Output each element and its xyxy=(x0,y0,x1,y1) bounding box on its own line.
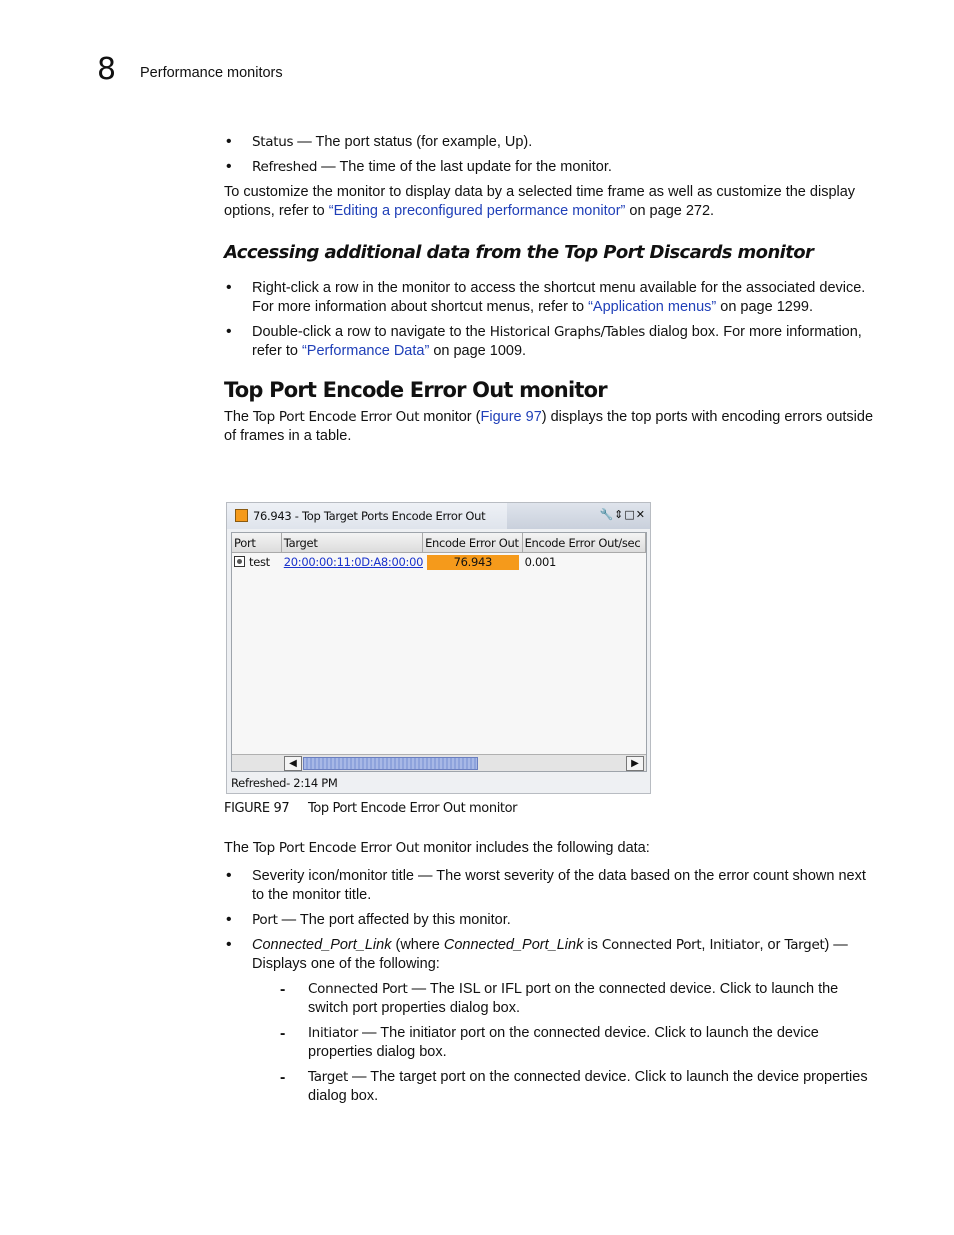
figure-label: FIGURE 97 xyxy=(224,801,290,816)
list-item: • Connected_Port_Link (where Connected_Port_Link is Connected Port, Initiator, or Target) — Displays one of the following: - Connected Port — The ISL or IFL port on the connected device. Click to launch the switch port properties dialog box. - Initiator — The initiator port on the connected device. Click to launch the device properties dialog box. - Target — The target port on the connected device. Click to launch the device properties dialog box. xyxy=(224,936,874,1106)
sub-list-item: - Initiator — The initiator port on the connected device. Click to launch the device properties dialog box. xyxy=(280,1024,874,1062)
close-icon[interactable]: ✕ xyxy=(635,508,646,521)
error-out-value: 76.943 xyxy=(427,555,519,570)
list-item: • Refreshed — The time of the last update for the monitor. xyxy=(224,158,874,177)
monitor-title-tab[interactable] xyxy=(227,503,507,529)
column-header-encode-error-out-sec[interactable]: Encode Error Out/sec xyxy=(523,533,646,552)
collapse-icon[interactable]: ⇕ xyxy=(614,508,625,521)
wrench-icon[interactable]: 🔧 xyxy=(599,508,615,521)
figure-caption-text: Top Port Encode Error Out monitor xyxy=(308,801,518,816)
list-item: • Severity icon/monitor title — The worst severity of the data based on the error count shown next to the monitor title. xyxy=(224,867,874,905)
sub-list-item: - Target — The target port on the connected device. Click to launch the device properties dialog box. xyxy=(280,1068,874,1106)
port-icon xyxy=(234,556,245,567)
includes-paragraph: The Top Port Encode Error Out monitor includes the following data: xyxy=(224,840,650,856)
monitor-screenshot xyxy=(226,502,651,794)
error-out-sec-cell: 0.001 xyxy=(524,555,557,569)
chapter-title: Performance monitors xyxy=(140,65,283,81)
monitor-titlebar xyxy=(227,503,650,529)
target-cell xyxy=(282,555,423,569)
scroll-right-arrow-icon[interactable]: ▶ xyxy=(626,756,644,771)
data-bullet-list xyxy=(224,867,874,1106)
intro-bullet-list xyxy=(224,133,874,177)
sub-list-item: - Connected Port — The ISL or IFL port on the connected device. Click to launch the switch port properties dialog box. xyxy=(280,980,874,1018)
main-content-top xyxy=(224,133,874,452)
list-item: • Status — The port status (for example, Up). xyxy=(224,133,874,152)
error-out-cell xyxy=(423,555,523,570)
editing-monitor-link[interactable]: “Editing a preconfigured performance monitor” xyxy=(328,203,626,219)
severity-icon xyxy=(235,509,248,522)
column-header-port[interactable]: Port xyxy=(232,533,282,552)
section-heading: Top Port Encode Error Out monitor xyxy=(224,378,607,402)
list-item: • Double-click a row to navigate to the Historical Graphs/Tables dialog box. For more information, refer to “Performance Data” on page 1009. xyxy=(224,323,874,361)
access-bullet-list xyxy=(224,279,874,361)
application-menus-link[interactable]: “Application menus” xyxy=(588,299,717,315)
target-link[interactable]: 20:00:00:11:0D:A8:00:00 xyxy=(283,555,424,569)
monitor-table xyxy=(231,532,647,772)
figure-97-link[interactable]: Figure 97 xyxy=(480,409,542,425)
monitor-title: 76.943 - Top Target Ports Encode Error Out xyxy=(253,509,486,523)
chapter-number: 8 xyxy=(97,52,117,87)
column-header-target[interactable]: Target xyxy=(282,533,423,552)
performance-data-link[interactable]: “Performance Data” xyxy=(301,343,430,359)
table-row[interactable] xyxy=(232,553,646,571)
sub-list xyxy=(280,980,874,1106)
horizontal-scrollbar[interactable] xyxy=(232,754,646,771)
section-paragraph: The Top Port Encode Error Out monitor (Figure 97) displays the top ports with encoding errors outside of frames in a table. xyxy=(224,409,874,444)
access-heading: Accessing additional data from the Top Port Discards monitor xyxy=(224,242,814,263)
table-header xyxy=(232,533,646,553)
column-header-encode-error-out[interactable]: Encode Error Out xyxy=(423,533,523,552)
customize-paragraph: To customize the monitor to display data by a selected time frame as well as customize the display options, refer to “Editing a preconfigured performance monitor” on page 272. xyxy=(224,184,856,219)
list-item: • Right-click a row in the monitor to access the shortcut menu available for the associated device. For more information about shortcut menus, refer to “Application menus” on page 1299. xyxy=(224,279,874,317)
port-cell: test xyxy=(232,555,282,569)
refreshed-status: Refreshed- 2:14 PM xyxy=(231,776,338,790)
figure-caption xyxy=(224,801,517,816)
scroll-thumb[interactable] xyxy=(303,757,478,770)
maximize-icon[interactable]: □ xyxy=(624,508,636,521)
main-content-bottom xyxy=(224,839,874,1112)
list-item: • Port — The port affected by this monitor. xyxy=(224,911,874,930)
scroll-left-arrow-icon[interactable]: ◀ xyxy=(284,756,302,771)
toolbar-icons xyxy=(599,508,646,521)
